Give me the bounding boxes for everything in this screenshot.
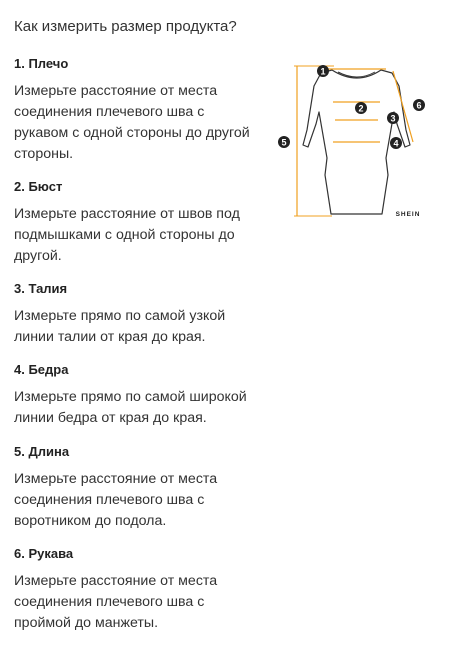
- svg-text:1: 1: [320, 66, 326, 77]
- marker-4-icon: [390, 137, 402, 149]
- section-heading: 5. Длина: [14, 444, 70, 459]
- marker-5-icon: [278, 136, 290, 148]
- section-description: [14, 306, 274, 348]
- description-line: стороны.: [14, 146, 74, 162]
- description-line: Измерьте прямо по самой широкой: [14, 389, 247, 405]
- section-description: [14, 469, 274, 532]
- description-line: рукавом с одной стороны до другой: [14, 125, 250, 141]
- section-description: [14, 387, 274, 429]
- marker-1-icon: [317, 65, 329, 77]
- svg-text:4: 4: [393, 138, 399, 149]
- description-line: соединения плечевого шва с: [14, 594, 205, 610]
- description-line: соединения плечевого шва с: [14, 104, 205, 120]
- section-hips: [14, 362, 274, 429]
- svg-text:5: 5: [281, 137, 287, 148]
- marker-6-icon: [413, 99, 425, 111]
- section-heading: 4. Бедра: [14, 362, 69, 377]
- section-heading: 3. Талия: [14, 281, 68, 296]
- section-description: [14, 81, 274, 165]
- section-description: [14, 204, 274, 267]
- section-heading: 1. Плечо: [14, 56, 69, 71]
- description-line: воротником до подола.: [14, 513, 167, 529]
- section-heading: 2. Бюст: [14, 179, 63, 194]
- section-description: [14, 571, 274, 634]
- description-line: проймой до манжеты.: [14, 615, 159, 631]
- description-line: соединения плечевого шва с: [14, 492, 205, 508]
- svg-text:2: 2: [358, 103, 364, 114]
- description-line: линии бедра от края до края.: [14, 410, 207, 426]
- section-heading: 6. Рукава: [14, 546, 74, 561]
- description-line: Измерьте расстояние от швов под: [14, 206, 240, 222]
- description-line: Измерьте прямо по самой узкой: [14, 308, 226, 324]
- description-line: другой.: [14, 248, 62, 264]
- page-title: Как измерить размер продукта?: [14, 18, 237, 35]
- section-waist: [14, 281, 274, 348]
- marker-2-icon: [355, 102, 367, 114]
- description-line: Измерьте расстояние от места: [14, 471, 218, 487]
- section-shoulder: [14, 56, 274, 165]
- section-bust: [14, 179, 274, 267]
- svg-text:3: 3: [390, 113, 396, 124]
- description-line: Измерьте расстояние от места: [14, 83, 218, 99]
- description-line: линии талии от края до края.: [14, 329, 206, 345]
- marker-3-icon: [387, 112, 399, 124]
- section-sleeves: [14, 546, 274, 634]
- description-line: подмышками с одной стороны до: [14, 227, 235, 243]
- dress-measurement-diagram: [272, 60, 432, 225]
- svg-text:6: 6: [416, 100, 422, 111]
- section-length: [14, 444, 274, 532]
- description-line: Измерьте расстояние от места: [14, 573, 218, 589]
- brand-logo: SHEIN: [395, 211, 421, 218]
